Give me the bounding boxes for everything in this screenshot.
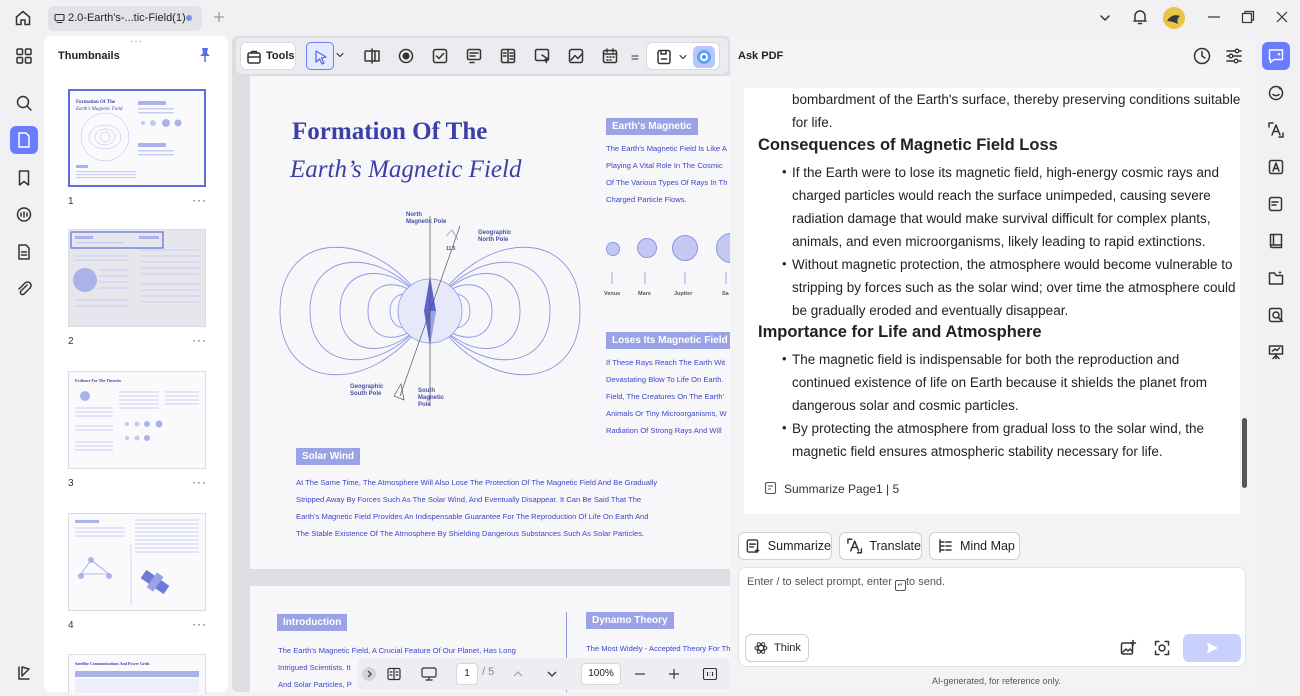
angle-label: 11.5 — [446, 246, 456, 252]
select-tool-button[interactable] — [306, 42, 334, 70]
atom-icon — [754, 641, 768, 655]
planet-mars — [637, 238, 657, 258]
response-text: bombardment of the Earth's surface, thereby preserving conditions suitable — [792, 92, 1241, 107]
thumbnails-panel — [44, 36, 228, 692]
ai-summarize-icon[interactable] — [1262, 190, 1290, 218]
compare-icon[interactable] — [360, 44, 384, 68]
more-icon[interactable]: ··· — [192, 617, 207, 631]
svg-text:Earth's Magnetic Field: Earth's Magnetic Field — [76, 107, 123, 112]
solar-wind-text: At The Same Time, The Atmosphere Will Also Lose The Protection Of The Magnetic Field And Be Gradually Stripped Away By Forces Such As The Solar Wind, And Eventually Disappear. It Can Be Said That The Earth's Magnetic Field Provides An Indispensable Guarantee For The Reproduction Of Life On Earth And The Stable Existence Of The Atmosphere By Shielding Dangerous Substances Such As Solar Particles. — [296, 478, 658, 538]
overflow-icon[interactable] — [630, 50, 642, 62]
summarize-button[interactable]: Summarize — [738, 532, 832, 560]
mind-map-icon — [936, 537, 954, 555]
ai-chat-icon[interactable] — [1262, 79, 1290, 107]
page-thumbnail-2[interactable] — [68, 229, 206, 327]
total-pages: / 5 — [482, 666, 495, 678]
section-tag-loses: Loses Its Magnetic Field — [606, 332, 730, 349]
checkbox-icon[interactable] — [428, 44, 452, 68]
page-view-icon[interactable] — [386, 666, 402, 682]
response-bullet: Without magnetic protection, the atmosphere would become vulnerable to stripping by forces such as the solar wind; over time the atmosphere could be gradually eroded and eventually disappear. — [792, 257, 1236, 318]
planet-jupiter — [672, 235, 698, 261]
ai-disclaimer: AI-generated, for reference only. — [932, 676, 1061, 686]
enter-key-icon: ↵ — [895, 580, 906, 591]
more-icon[interactable]: ··· — [192, 333, 207, 347]
page-subtitle: Earth’s Magnetic Field — [290, 156, 522, 183]
panel-title: Thumbnails — [58, 50, 120, 62]
image-cursor-icon[interactable] — [530, 44, 554, 68]
page-number-3: 3 — [68, 478, 74, 489]
home-icon[interactable] — [14, 9, 32, 27]
zoom-level[interactable]: 100% — [581, 663, 621, 685]
planet-venus — [606, 242, 620, 256]
pin-icon[interactable] — [198, 47, 212, 63]
chevron-down-icon[interactable] — [1098, 11, 1112, 25]
geographic-north-label: Geographic North Pole — [478, 230, 512, 243]
ask-pdf-icon[interactable] — [1262, 42, 1290, 70]
right-sidebar — [1256, 36, 1300, 692]
translate-button[interactable]: Translate — [839, 532, 922, 560]
paperclip-icon[interactable] — [10, 275, 38, 303]
form-field-icon[interactable] — [462, 44, 486, 68]
page-thumbnail-5[interactable] — [68, 654, 206, 694]
bullet: • — [782, 164, 787, 179]
zoom-out-icon[interactable] — [634, 668, 646, 680]
collapse-icon[interactable] — [362, 667, 376, 681]
ai-text-icon[interactable] — [1262, 153, 1290, 181]
scrollbar[interactable] — [1242, 418, 1247, 488]
dynamo-text: The Most Widely - Accepted Theory For Th — [586, 644, 730, 653]
think-button[interactable]: Think — [745, 634, 809, 662]
tab-title: 2.0-Earth's-...tic-Field(1) — [68, 12, 186, 24]
thumbnails-icon[interactable] — [10, 126, 38, 154]
minimize-icon[interactable] — [1207, 10, 1221, 24]
response-bullet: By protecting the atmosphere from gradual loss to the solar wind, the magnetic field ensures atmospheric stability necessary for life. — [792, 421, 1204, 459]
left-sidebar — [4, 36, 44, 692]
comments-icon[interactable] — [10, 201, 38, 229]
apps-icon[interactable] — [10, 42, 38, 70]
page-title: Formation Of The — [292, 118, 488, 145]
list-box-icon[interactable] — [496, 44, 520, 68]
document-viewer[interactable] — [232, 36, 730, 692]
earth-text: The Earth's Magnetic Field Is Like A Playing A Vital Role In The Cosmic Of The Various Types Of Rays In Th Charged Particle Flows. — [606, 144, 728, 204]
svg-text:Satellite Communications And P: Satellite Communications And Power Grids — [75, 661, 150, 666]
ai-search-doc-icon[interactable] — [1262, 301, 1290, 329]
tools-label: Tools — [266, 50, 295, 62]
chevron-down-icon[interactable] — [336, 51, 344, 59]
chevron-up-icon[interactable] — [512, 668, 524, 680]
save-icon[interactable] — [655, 48, 673, 66]
page-thumbnail-1[interactable] — [68, 89, 206, 187]
north-magnetic-label: North Magnetic Pole — [406, 212, 447, 225]
ai-folder-icon[interactable] — [1262, 264, 1290, 292]
planet-label: Venus — [604, 291, 621, 297]
response-text: for life. — [792, 115, 833, 130]
section-tag-introduction: Introduction — [277, 614, 347, 631]
page-number-2: 2 — [68, 336, 74, 347]
bell-icon[interactable] — [1131, 8, 1149, 26]
planet-saturn — [716, 233, 730, 263]
chevron-down-icon[interactable] — [546, 668, 558, 680]
attachments-page-icon[interactable] — [10, 238, 38, 266]
summarize-page-icon[interactable] — [764, 481, 778, 495]
panel-title: Ask PDF — [738, 50, 784, 62]
tool-group — [646, 42, 720, 70]
search-icon[interactable] — [10, 89, 38, 117]
document-page-1 — [250, 76, 730, 569]
ai-assistant-icon[interactable] — [693, 46, 715, 68]
tools-button[interactable] — [240, 42, 296, 70]
calendar-icon[interactable] — [598, 44, 622, 68]
bullet: • — [782, 420, 787, 435]
page-number-1: 1 — [68, 196, 74, 207]
section-tag-earth: Earth's Magnetic — [606, 118, 698, 135]
planet-label: Sa — [722, 291, 729, 297]
current-page-input[interactable]: 1 — [456, 663, 478, 685]
image-icon[interactable] — [564, 44, 588, 68]
settings-sliders-icon[interactable] — [1224, 46, 1244, 66]
page-number-4: 4 — [68, 620, 74, 631]
mind-map-button[interactable]: Mind Map — [929, 532, 1020, 560]
south-magnetic-label: South Magnetic Pole — [418, 388, 445, 408]
introduction-text: The Earth's Magnetic Field, A Crucial Feature Of Our Planet, Has Long Intrigued Scientists. It And Solar Particles, P — [278, 646, 516, 689]
presentation-icon[interactable] — [420, 666, 438, 682]
magnetic-field-diagram — [270, 206, 590, 416]
prompt-input[interactable] — [738, 567, 1246, 667]
send-button[interactable] — [1183, 634, 1241, 662]
svg-text:Evidence For The Theories: Evidence For The Theories — [75, 378, 122, 383]
planet-label: Jupiter — [674, 291, 693, 297]
planet-label: Mars — [638, 291, 651, 297]
ai-book-icon[interactable] — [1262, 227, 1290, 255]
ai-response-card — [744, 88, 1240, 514]
actual-size-icon[interactable] — [702, 666, 718, 682]
record-icon[interactable] — [394, 44, 418, 68]
new-tab-icon[interactable] — [212, 10, 226, 24]
summarize-page-link[interactable]: Summarize Page1 | 5 — [784, 482, 900, 496]
response-bullet: If the Earth were to lose its magnetic field, high-energy cosmic rays and charged particles would reach the surface unimpeded, causing severe radiation damage that would make survival difficult for complex plants, animals, and even microorganisms, likely leading to rapid extinctions. — [792, 165, 1219, 249]
screenshot-icon[interactable] — [1153, 639, 1171, 657]
image-upload-icon[interactable] — [1119, 639, 1137, 657]
response-heading: Consequences of Magnetic Field Loss — [758, 136, 1058, 154]
page-thumbnail-3[interactable] — [68, 371, 206, 469]
avatar[interactable] — [1163, 7, 1185, 29]
translate-icon — [846, 537, 863, 555]
document-tab[interactable] — [48, 6, 202, 31]
more-icon[interactable]: ··· — [192, 193, 207, 207]
section-tag-solar-wind: Solar Wind — [296, 448, 360, 465]
close-icon[interactable] — [1275, 10, 1289, 24]
bullet: • — [782, 256, 787, 271]
page-thumbnail-4[interactable] — [68, 513, 206, 611]
geographic-south-label: Geographic South Pole — [350, 384, 384, 397]
response-heading: Importance for Life and Atmosphere — [758, 323, 1042, 341]
history-icon[interactable] — [1192, 46, 1212, 66]
input-placeholder: Enter / to select prompt, enter ↵ to send. — [747, 576, 946, 589]
send-icon — [1205, 641, 1219, 655]
summarize-icon — [745, 537, 762, 555]
page-navigation-bar — [358, 658, 730, 690]
chevron-down-icon[interactable] — [679, 53, 687, 61]
section-tag-dynamo: Dynamo Theory — [586, 612, 674, 629]
drag-handle[interactable]: ··· — [130, 36, 143, 47]
bullet: • — [782, 351, 787, 366]
svg-text:Formation Of The: Formation Of The — [76, 100, 116, 105]
edit-toolbar — [236, 38, 728, 74]
bookmark-icon[interactable] — [10, 164, 38, 192]
ai-presentation-icon[interactable] — [1262, 338, 1290, 366]
more-icon[interactable]: ··· — [192, 475, 207, 489]
loses-text: If These Rays Reach The Earth Wit Devastating Blow To Life On Earth. Field, The Creatures On The Earth' Animals Or Tiny Microorganisms, W Radiation Of Strong Rays And Will — [606, 358, 727, 435]
response-bullet: The magnetic field is indispensable for both the reproduction and continued existence of life on Earth because it shields the planet from dangerous solar and cosmic particles. — [792, 352, 1207, 413]
layers-icon[interactable] — [10, 659, 38, 687]
unsaved-dot — [186, 15, 192, 21]
zoom-in-icon[interactable] — [668, 668, 680, 680]
title-bar — [0, 0, 1300, 36]
ai-translate-icon[interactable] — [1262, 116, 1290, 144]
maximize-icon[interactable] — [1241, 10, 1255, 24]
